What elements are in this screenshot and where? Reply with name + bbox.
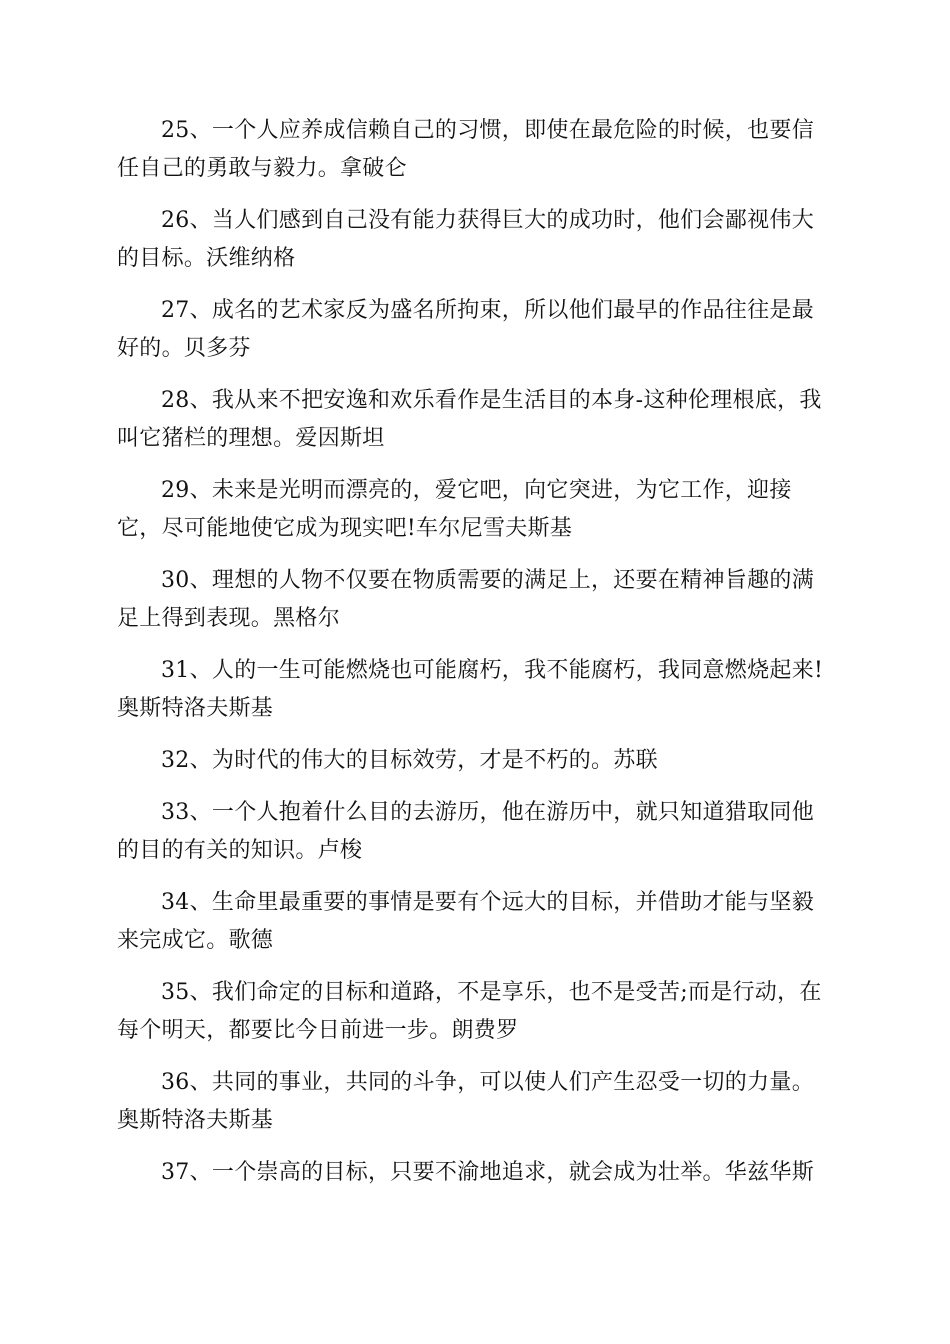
quote-paragraph-37: 37、一个崇高的目标，只要不渝地追求，就会成为壮举。华兹华斯	[161, 1160, 814, 1185]
quote-paragraph-31: 31、人的一生可能燃烧也可能腐朽，我不能腐朽，我同意燃烧起来!奥斯特洛夫斯基	[117, 658, 824, 721]
quote-paragraph-29: 29、未来是光明而漂亮的，爱它吧，向它突进，为它工作，迎接它，尽可能地使它成为现实吧!车尔尼雪夫斯基	[117, 478, 792, 541]
quote-paragraph-26: 26、当人们感到自己没有能力获得巨大的成功时，他们会鄙视伟大的目标。沃维纳格	[117, 208, 814, 271]
quote-paragraph-25: 25、一个人应养成信赖自己的习惯，即使在最危险的时候，也要信任自己的勇敢与毅力。拿破仑	[117, 118, 814, 181]
quote-paragraph-27: 27、成名的艺术家反为盛名所拘束，所以他们最早的作品往往是最好的。贝多芬	[117, 298, 814, 361]
document-body	[117, 112, 833, 1206]
quote-paragraph-30: 30、理想的人物不仅要在物质需要的满足上，还要在精神旨趣的满足上得到表现。黑格尔	[117, 568, 814, 631]
quote-paragraph-34: 34、生命里最重要的事情是要有个远大的目标，并借助才能与坚毅来完成它。歌德	[117, 890, 814, 953]
quote-paragraph-33: 33、一个人抱着什么目的去游历，他在游历中，就只知道猎取同他的目的有关的知识。卢梭	[117, 800, 814, 863]
quote-paragraph-35: 35、我们命定的目标和道路，不是享乐，也不是受苦;而是行动，在每个明天，都要比今日前进一步。朗费罗	[117, 980, 822, 1043]
quote-paragraph-36: 36、共同的事业，共同的斗争，可以使人们产生忍受一切的力量。奥斯特洛夫斯基	[117, 1070, 814, 1133]
quote-paragraph-32: 32、为时代的伟大的目标效劳，才是不朽的。苏联	[161, 748, 658, 773]
quote-paragraph-28: 28、我从来不把安逸和欢乐看作是生活目的本身-这种伦理根底，我叫它猪栏的理想。爱因斯坦	[117, 388, 822, 451]
